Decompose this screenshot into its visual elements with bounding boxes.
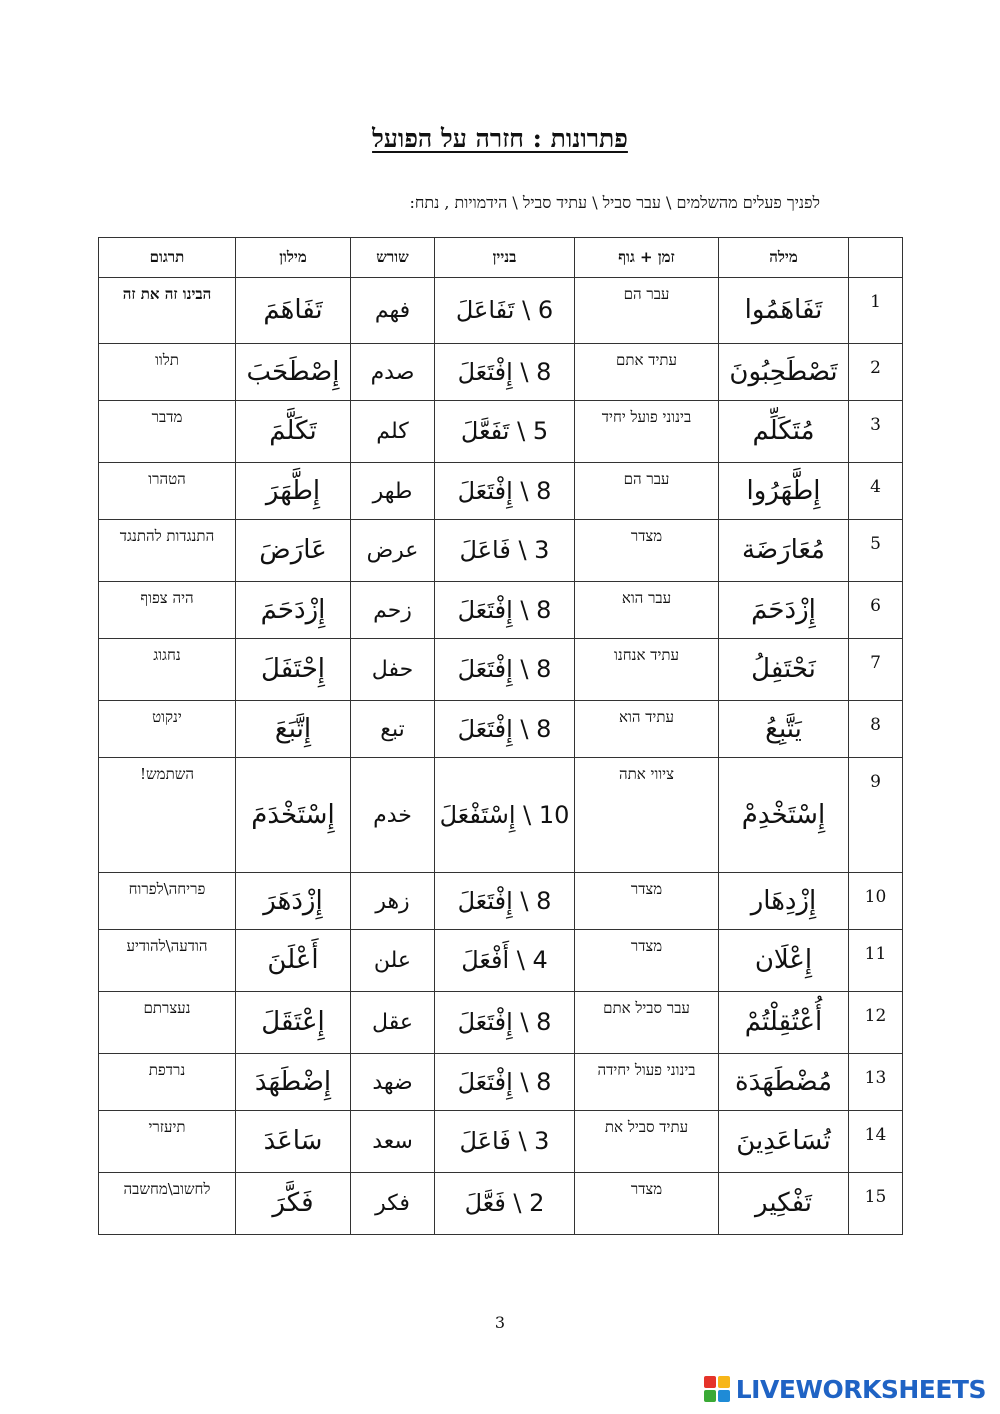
tense-cell: עתיד אנחנו xyxy=(575,639,719,701)
page-title xyxy=(0,122,1000,156)
logo-square xyxy=(704,1390,716,1402)
page-title-text: פתרונות : חזרה על הפועל xyxy=(372,124,628,153)
translation-cell: נחגוג xyxy=(99,639,236,701)
row-number-cell: 10 xyxy=(849,873,903,930)
header-translation: תרגום xyxy=(99,238,236,278)
translation-cell: הבינו זה את זה xyxy=(99,278,236,344)
root-cell: صدم xyxy=(351,344,435,401)
table-row xyxy=(99,463,903,520)
table-header-row xyxy=(99,238,903,278)
logo-square xyxy=(704,1376,716,1388)
liveworksheets-logo xyxy=(704,1374,986,1404)
tense-cell: עתיד הוא xyxy=(575,701,719,758)
root-cell: تبع xyxy=(351,701,435,758)
instructions-text: לפניך פעלים מהשלמים \ עבר סביל \ עתיד סביל \ הידמויות , נתח: xyxy=(409,193,820,212)
translation-cell: השתמש! xyxy=(99,758,236,873)
row-number-cell: 12 xyxy=(849,992,903,1054)
page-number: 3 xyxy=(494,1313,506,1332)
tense-cell: עתיד סביל את xyxy=(575,1111,719,1173)
word-cell: مُضْطَهَدَة xyxy=(719,1054,849,1111)
table-row xyxy=(99,1054,903,1111)
dictionary-cell: تَفَاهَمَ xyxy=(236,278,351,344)
root-cell: علن xyxy=(351,930,435,992)
logo-mark-icon xyxy=(704,1376,730,1402)
header-pattern: בניין xyxy=(435,238,575,278)
row-number-cell: 4 xyxy=(849,463,903,520)
tense-cell: בינוני פועל יחיד xyxy=(575,401,719,463)
word-cell: يَتَّبِعُ xyxy=(719,701,849,758)
root-cell: طهر xyxy=(351,463,435,520)
translation-cell: הודעה\להודיע xyxy=(99,930,236,992)
dictionary-cell: فَكَّرَ xyxy=(236,1173,351,1235)
word-cell: تَفْكِير xyxy=(719,1173,849,1235)
pattern-cell: 3 \ فَاعَلَ xyxy=(435,1111,575,1173)
table-row xyxy=(99,344,903,401)
word-cell: إِطَّهَرُوا xyxy=(719,463,849,520)
table-row xyxy=(99,1173,903,1235)
header-word: מילה xyxy=(719,238,849,278)
dictionary-cell: إِعْتَقَلَ xyxy=(236,992,351,1054)
dictionary-cell: سَاعَدَ xyxy=(236,1111,351,1173)
tense-cell: מצדר xyxy=(575,930,719,992)
word-cell: تَفَاهَمُوا xyxy=(719,278,849,344)
table-row xyxy=(99,992,903,1054)
row-number-cell: 7 xyxy=(849,639,903,701)
tense-cell: עתיד אתם xyxy=(575,344,719,401)
table-row xyxy=(99,639,903,701)
dictionary-cell: إِصْطَحَبَ xyxy=(236,344,351,401)
pattern-cell: 8 \ إِفْتَعَلَ xyxy=(435,1054,575,1111)
word-cell: إِزْدَحَمَ xyxy=(719,582,849,639)
pattern-cell: 8 \ إِفْتَعَلَ xyxy=(435,582,575,639)
word-cell: مُعَارَضَة xyxy=(719,520,849,582)
header-root: שורש xyxy=(351,238,435,278)
table-row xyxy=(99,701,903,758)
pattern-cell: 8 \ إِفْتَعَلَ xyxy=(435,701,575,758)
word-cell: نَحْتَفِلُ xyxy=(719,639,849,701)
table-row xyxy=(99,930,903,992)
row-number-cell: 13 xyxy=(849,1054,903,1111)
row-number-cell: 1 xyxy=(849,278,903,344)
table-row xyxy=(99,1111,903,1173)
row-number-cell: 14 xyxy=(849,1111,903,1173)
root-cell: زحم xyxy=(351,582,435,639)
root-cell: خدم xyxy=(351,758,435,873)
pattern-cell: 8 \ إِفْتَعَلَ xyxy=(435,873,575,930)
word-cell: مُتَكَلِّم xyxy=(719,401,849,463)
logo-square xyxy=(718,1376,730,1388)
row-number-cell: 11 xyxy=(849,930,903,992)
pattern-cell: 6 \ تَفَاعَلَ xyxy=(435,278,575,344)
root-cell: عرض xyxy=(351,520,435,582)
translation-cell: היה צפוף xyxy=(99,582,236,639)
word-cell: تَصْطَحِبُونَ xyxy=(719,344,849,401)
dictionary-cell: عَارَضَ xyxy=(236,520,351,582)
tense-cell: עבר הוא xyxy=(575,582,719,639)
translation-cell: פריחה\לפרוח xyxy=(99,873,236,930)
word-cell: تُسَاعَدِينَ xyxy=(719,1111,849,1173)
root-cell: عقل xyxy=(351,992,435,1054)
pattern-cell: 8 \ إِفْتَعَلَ xyxy=(435,463,575,520)
tense-cell: עבר סביל אתם xyxy=(575,992,719,1054)
table-row xyxy=(99,873,903,930)
root-cell: سعد xyxy=(351,1111,435,1173)
table-row xyxy=(99,520,903,582)
logo-square xyxy=(718,1390,730,1402)
root-cell: كلم xyxy=(351,401,435,463)
pattern-cell: 2 \ فَعَّلَ xyxy=(435,1173,575,1235)
pattern-cell: 4 \ أَفْعَلَ xyxy=(435,930,575,992)
translation-cell: מדבר xyxy=(99,401,236,463)
translation-cell: ינקוט xyxy=(99,701,236,758)
pattern-cell: 8 \ إِفْتَعَلَ xyxy=(435,992,575,1054)
table-row xyxy=(99,401,903,463)
tense-cell: ציווי אתה xyxy=(575,758,719,873)
header-tense: זמן + גוף xyxy=(575,238,719,278)
translation-cell: תלוו xyxy=(99,344,236,401)
table-row xyxy=(99,758,903,873)
dictionary-cell: إِضْطَهَدَ xyxy=(236,1054,351,1111)
root-cell: فكر xyxy=(351,1173,435,1235)
header-number xyxy=(849,238,903,278)
dictionary-cell: تَكَلَّمَ xyxy=(236,401,351,463)
logo-text: LIVEWORKSHEETS xyxy=(735,1374,986,1404)
dictionary-cell: إِحْتَفَلَ xyxy=(236,639,351,701)
root-cell: فهم xyxy=(351,278,435,344)
translation-cell: תיעזרי xyxy=(99,1111,236,1173)
tense-cell: עבר הם xyxy=(575,463,719,520)
table-row xyxy=(99,582,903,639)
row-number-cell: 15 xyxy=(849,1173,903,1235)
row-number-cell: 2 xyxy=(849,344,903,401)
pattern-cell: 8 \ إِفْتَعَلَ xyxy=(435,639,575,701)
translation-cell: נרדפת xyxy=(99,1054,236,1111)
translation-cell: התנגדות להתנגד xyxy=(99,520,236,582)
tense-cell: מצדר xyxy=(575,520,719,582)
root-cell: ضهد xyxy=(351,1054,435,1111)
dictionary-cell: إِطَّهَرَ xyxy=(236,463,351,520)
word-cell: أُعْتُقِلْتُمْ xyxy=(719,992,849,1054)
table-body xyxy=(99,278,903,1235)
pattern-cell: 8 \ إِفْتَعَلَ xyxy=(435,344,575,401)
tense-cell: עבר הם xyxy=(575,278,719,344)
word-cell: إِعْلَان xyxy=(719,930,849,992)
pattern-cell: 3 \ فَاعَلَ xyxy=(435,520,575,582)
dictionary-cell: إِزْدَحَمَ xyxy=(236,582,351,639)
root-cell: زهر xyxy=(351,873,435,930)
row-number-cell: 3 xyxy=(849,401,903,463)
table-row xyxy=(99,278,903,344)
tense-cell: מצדר xyxy=(575,1173,719,1235)
dictionary-cell: إِتَّبَعَ xyxy=(236,701,351,758)
translation-cell: לחשוב\מחשבה xyxy=(99,1173,236,1235)
row-number-cell: 8 xyxy=(849,701,903,758)
dictionary-cell: أَعْلَنَ xyxy=(236,930,351,992)
tense-cell: מצדר xyxy=(575,873,719,930)
translation-cell: נעצרתם xyxy=(99,992,236,1054)
tense-cell: בינוני פעול יחידה xyxy=(575,1054,719,1111)
row-number-cell: 6 xyxy=(849,582,903,639)
verbs-table xyxy=(98,237,903,1235)
root-cell: حفل xyxy=(351,639,435,701)
pattern-cell: 5 \ تَفَعَّلَ xyxy=(435,401,575,463)
translation-cell: הטהרו xyxy=(99,463,236,520)
row-number-cell: 5 xyxy=(849,520,903,582)
pattern-cell: 10 \ إِسْتَفْعَلَ xyxy=(435,758,575,873)
dictionary-cell: إِزْدَهَرَ xyxy=(236,873,351,930)
word-cell: إِسْتَخْدِمْ xyxy=(719,758,849,873)
dictionary-cell: إِسْتَخْدَمَ xyxy=(236,758,351,873)
header-dictionary: מילון xyxy=(236,238,351,278)
word-cell: إِزْدِهَار xyxy=(719,873,849,930)
row-number-cell: 9 xyxy=(849,758,903,873)
